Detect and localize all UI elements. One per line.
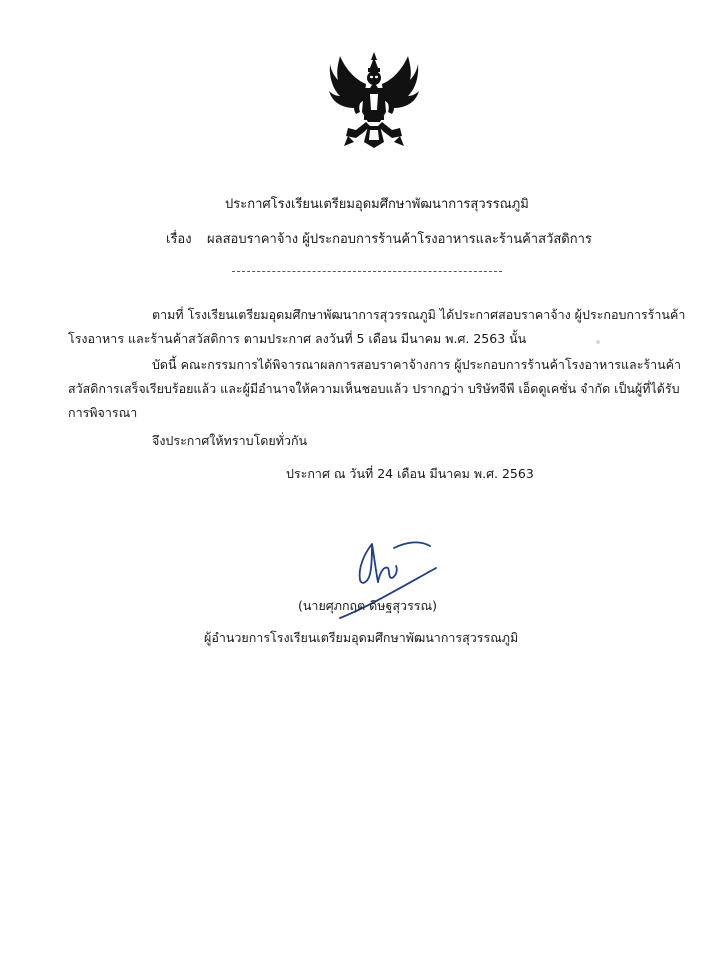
signer-position: ผู้อำนวยการโรงเรียนเตรียมอุดมศึกษาพัฒนาการสุวรรณภูมิ	[204, 630, 519, 645]
paragraph2-line1: บัดนี้ คณะกรรมการได้พิจารณาผลการสอบราคาจ้างการ ผู้ประกอบการร้านค้าโรงอาหารและร้านค้า	[152, 357, 682, 372]
divider-line	[232, 271, 502, 272]
paragraph1-line2: โรงอาหาร และร้านค้าสวัสดิการ ตามประกาศ ลงวันที่ 5 เดือน มีนาคม พ.ศ. 2563 นั้น	[68, 331, 527, 346]
scan-speck	[596, 340, 600, 344]
garuda-emblem-icon	[326, 50, 422, 154]
announcement-date: ประกาศ ณ วันที่ 24 เดือน มีนาคม พ.ศ. 2563	[286, 466, 534, 481]
subject-label: เรื่อง	[166, 232, 192, 247]
signer-name: (นายศุภกฤต ดิษฐสุวรรณ)	[298, 598, 437, 613]
subject-text: ผลสอบราคาจ้าง ผู้ประกอบการร้านค้าโรงอาหารและร้านค้าสวัสดิการ	[207, 232, 592, 247]
paragraph2-line3: การพิจารณา	[68, 405, 138, 420]
closing-statement: จึงประกาศให้ทราบโดยทั่วกัน	[152, 433, 308, 448]
paragraph2-line2: สวัสดิการเสร็จเรียบร้อยแล้ว และผู้มีอำนาจให้ความเห็นชอบแล้ว ปรากฏว่า บริษัทจีพี เอ็ดดูเคชั่น จำกัด เป็นผู้ที่ได้รับ	[68, 381, 680, 396]
paragraph1-line1: ตามที่ โรงเรียนเตรียมอุดมศึกษาพัฒนาการสุวรรณภูมิ ได้ประกาศสอบราคาจ้าง ผู้ประกอบการร้านค้า	[152, 307, 686, 322]
announcement-title: ประกาศโรงเรียนเตรียมอุดมศึกษาพัฒนาการสุวรรณภูมิ	[225, 197, 529, 212]
